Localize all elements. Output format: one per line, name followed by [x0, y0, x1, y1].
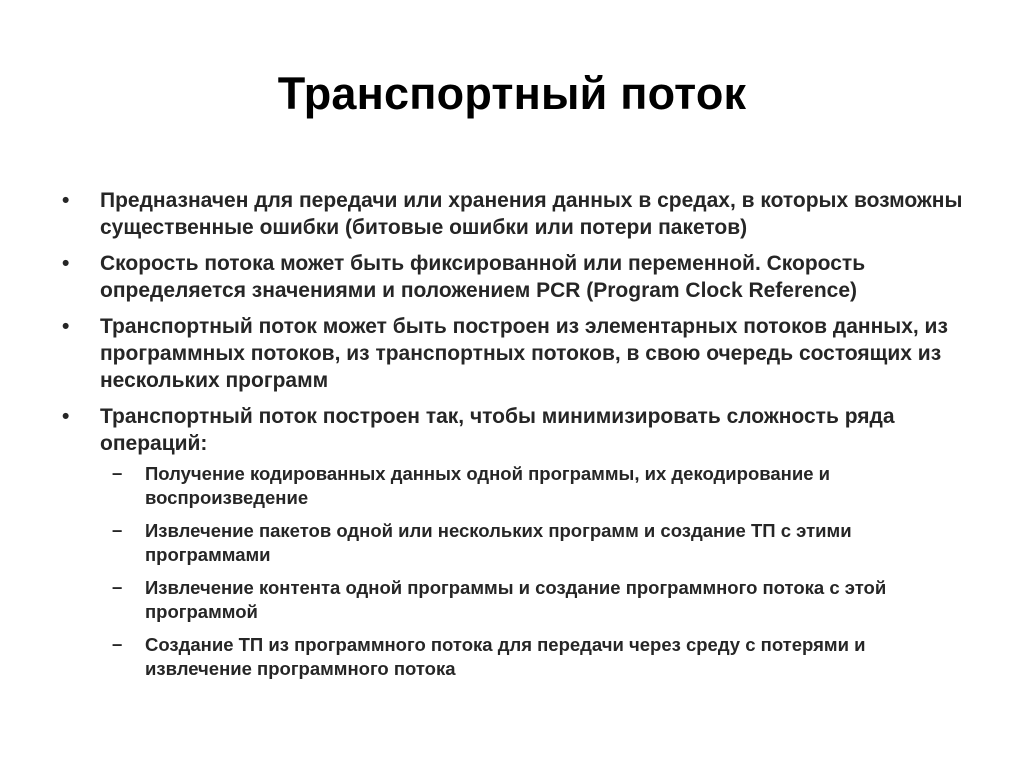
subbullet-text: Получение кодированных данных одной программы, их декодирование и воспроизведение — [145, 463, 831, 508]
bullet-marker: • — [62, 315, 70, 338]
subbullet-text: Извлечение пакетов одной или нескольких программ и создание ТП с этими программами — [145, 520, 852, 565]
subbullet-item — [100, 576, 972, 624]
subbullet-text: Извлечение контента одной программы и создание программного потока с этой программой — [145, 577, 887, 622]
subbullet-item — [100, 519, 972, 567]
bullet-item — [62, 313, 972, 394]
bullet-text: Предназначен для передачи или хранения данных в средах, в которых возможны существенные ошибки (битовые ошибки или потери пакетов) — [100, 189, 963, 239]
slide-title: Транспортный поток — [277, 68, 747, 119]
bullet-text: Транспортный поток может быть построен из элементарных потоков данных, из программных потоков, из транспортных потоков, в свою очередь состоящих из нескольких программ — [100, 315, 948, 392]
dash-marker: – — [112, 576, 123, 597]
subbullet-item — [100, 633, 972, 681]
bullet-list — [62, 187, 972, 690]
bullet-marker: • — [62, 252, 70, 275]
dash-marker: – — [112, 633, 123, 654]
subbullet-list — [100, 462, 972, 681]
bullet-text: Транспортный поток построен так, чтобы минимизировать сложность ряда операций: — [100, 405, 895, 455]
dash-marker: – — [112, 519, 123, 540]
bullet-marker: • — [62, 405, 70, 428]
bullet-item — [62, 250, 972, 304]
bullet-item — [62, 403, 972, 681]
bullet-marker: • — [62, 189, 70, 212]
dash-marker: – — [112, 462, 123, 483]
subbullet-item — [100, 462, 972, 510]
bullet-item — [62, 187, 972, 241]
bullet-text: Скорость потока может быть фиксированной или переменной. Скорость определяется значениями и положением PCR (Program Clock Reference) — [100, 252, 866, 302]
subbullet-text: Создание ТП из программного потока для передачи через среду с потерями и извлечение программного потока — [145, 634, 866, 679]
